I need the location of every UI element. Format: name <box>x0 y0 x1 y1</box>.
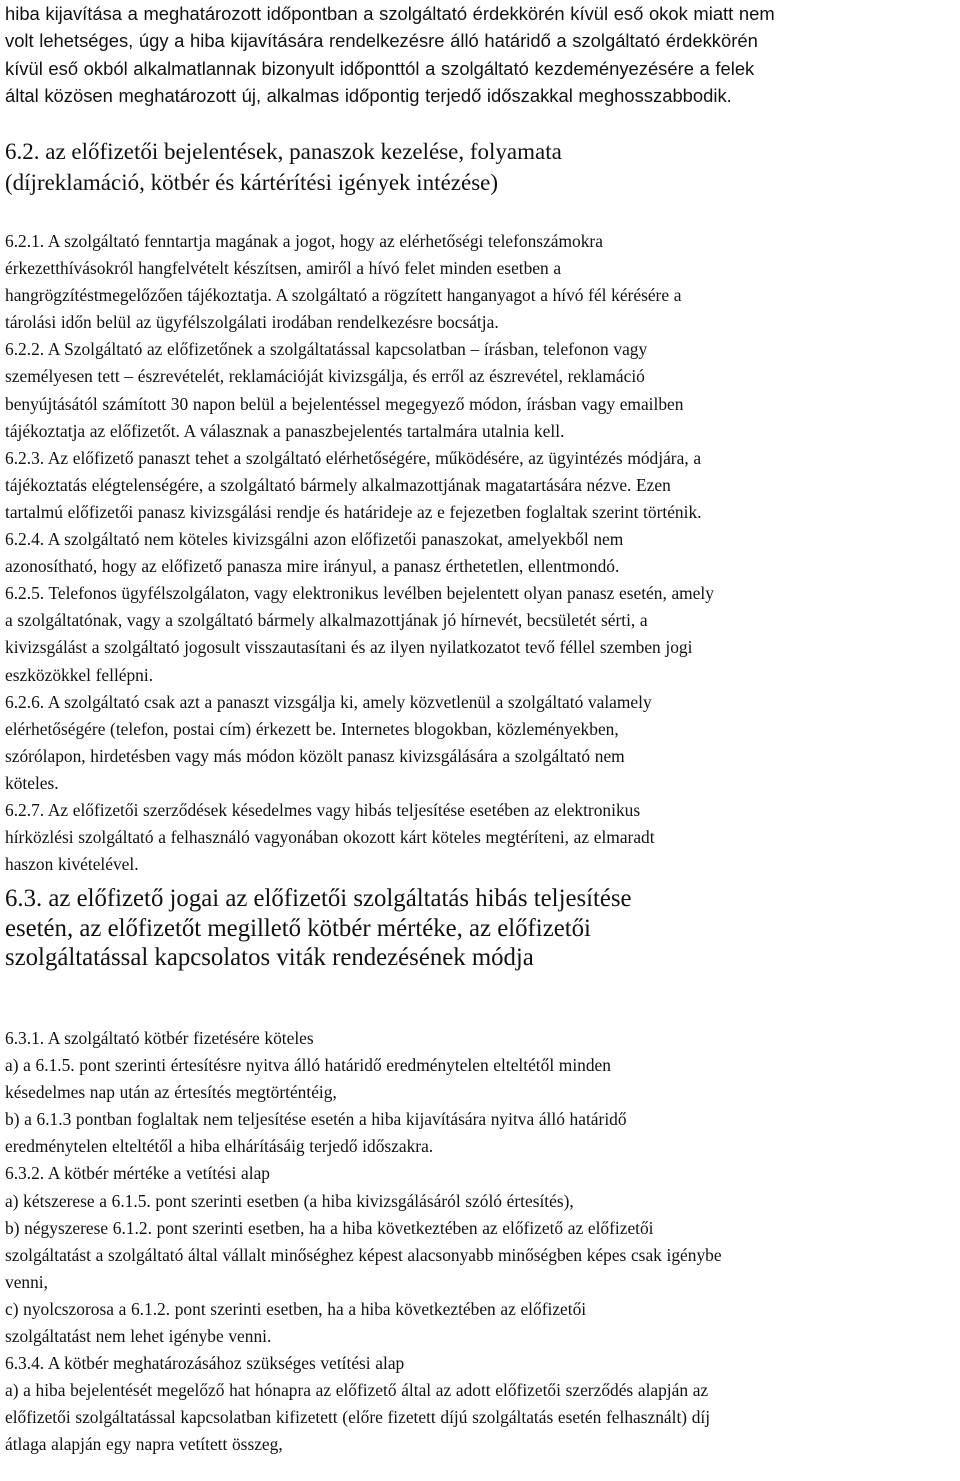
intro-line: által közösen meghatározott új, alkalmas időpontig terjedő időszakkal meghosszabbodik. <box>5 85 732 107</box>
body-line: venni, <box>5 1271 48 1292</box>
body-line: hangrögzítéstmegelőzően tájékoztatja. A szolgáltató a rögzített hanganyagot a hívó fél kérésére a <box>5 285 682 306</box>
heading-line: esetén, az előfizetőt megillető kötbér mértéke, az előfizetői <box>5 914 591 942</box>
body-line: tartalmú előfizetői panasz kivizsgálási rendje és határideje az e fejezetben foglaltak szerint történik. <box>5 501 702 522</box>
body-line: a) a 6.1.5. pont szerinti értesítésre nyitva álló határidő eredménytelen elteltétől minden <box>5 1055 611 1076</box>
body-line: személyesen tett – észrevételét, reklamációját kivizsgálja, és erről az észrevétel, reklamáció <box>5 366 645 387</box>
body-line: 6.2.2. A Szolgáltató az előfizetőnek a szolgáltatással kapcsolatban – írásban, telefonon vagy <box>5 339 648 360</box>
body-line: 6.2.4. A szolgáltató nem köteles kivizsgálni azon előfizetői panaszokat, amelyekből nem <box>5 529 624 550</box>
body-line: haszon kivételével. <box>5 854 139 875</box>
body-line: eredménytelen elteltétől a hiba elhárításáig terjedő időszakra. <box>5 1136 434 1157</box>
body-line: b) négyszerese 6.1.2. pont szerinti esetben, ha a hiba következtében az előfizető az előfizetői <box>5 1217 654 1238</box>
section-6-2-body <box>5 228 955 878</box>
body-line: a szolgáltatónak, vagy a szolgáltató bármely alkalmazottjának jó hírnevét, becsületét sérti, a <box>5 610 648 631</box>
body-line: elérhetőségére (telefon, postai cím) érkezett be. Internetes blogokban, közleményekben, <box>5 718 619 739</box>
intro-line: volt lehetséges, úgy a hiba kijavítására rendelkezésre álló határidő a szolgáltató érdekkörén <box>5 30 758 52</box>
body-line: hírközlési szolgáltató a felhasználó vagyonában okozott kárt köteles megtéríteni, az elmaradt <box>5 827 655 848</box>
body-line: tárolási időn belül az ügyfélszolgálati irodában rendelkezésre bocsátja. <box>5 312 499 333</box>
body-line: köteles. <box>5 772 59 793</box>
heading-line: 6.3. az előfizető jogai az előfizetői szolgáltatás hibás teljesítése <box>5 885 632 912</box>
intro-line: hiba kijavítása a meghatározott időpontban a szolgáltató érdekkörén kívül eső okok miatt nem <box>5 3 775 24</box>
heading-line: szolgáltatással kapcsolatos viták rendezésének módja <box>5 944 534 971</box>
body-line: 6.2.5. Telefonos ügyfélszolgálaton, vagy elektronikus levélben bejelentett olyan panasz esetén, amely <box>5 583 714 604</box>
body-line: 6.3.1. A szolgáltató kötbér fizetésére köteles <box>5 1028 314 1048</box>
body-line: eszközökkel fellépni. <box>5 664 154 685</box>
heading-line: 6.2. az előfizetői bejelentések, panaszok kezelése, folyamata <box>5 139 562 164</box>
body-line: előfizetői szolgáltatással kapcsolatban kifizetett (előre fizetett díjú szolgáltatás esetén felhasznált) díj <box>5 1407 711 1428</box>
body-line: szolgáltatást nem lehet igénybe venni. <box>5 1326 272 1347</box>
body-line: tájékoztatja az előfizetőt. A válasznak a panaszbejelentés tartalmára utalnia kell. <box>5 420 565 441</box>
intro-paragraph <box>5 0 955 110</box>
section-heading-6-3 <box>5 884 955 973</box>
body-line: b) a 6.1.3 pontban foglaltak nem teljesítése esetén a hiba kijavítására nyitva álló határidő <box>5 1109 627 1130</box>
body-line: átlaga alapján egy napra vetített összeg, <box>5 1434 283 1455</box>
body-line: a) kétszerese a 6.1.5. pont szerinti esetben (a hiba kivizsgálásáról szóló értesítés), <box>5 1190 574 1211</box>
body-line: benyújtásától számított 30 napon belül a bejelentéssel megegyező módon, írásban vagy emailben <box>5 393 684 414</box>
body-line: tájékoztatás elégtelenségére, a szolgáltató bármely alkalmazottjának magatartására nézve. Ezen <box>5 474 671 495</box>
body-line: 6.3.2. A kötbér mértéke a vetítési alap <box>5 1163 270 1184</box>
body-line: 6.2.6. A szolgáltató csak azt a panaszt vizsgálja ki, amely közvetlenül a szolgáltató valamely <box>5 691 652 712</box>
section-heading-6-2 <box>5 137 955 198</box>
intro-line: kívül eső okból alkalmatlannak bizonyult időponttól a szolgáltató kezdeményezésére a felek <box>5 57 755 79</box>
body-line: szolgáltatást a szolgáltató által vállalt minőséghez képest alacsonyabb minőségben képes csak igénybe <box>5 1244 722 1265</box>
body-line: késedelmes nap után az értesítés megtörténtéig, <box>5 1082 337 1103</box>
body-line: kivizsgálást a szolgáltató jogosult visszautasítani és az ilyen nyilatkozatot tevő féllel szemben jogi <box>5 637 693 658</box>
body-line: c) nyolcszorosa a 6.1.2. pont szerinti esetben, ha a hiba következtében az előfizetői <box>5 1298 587 1319</box>
body-line: a) a hiba bejelentését megelőző hat hónapra az előfizető által az adott előfizetői szerződés alapján az <box>5 1380 709 1401</box>
section-6-3-body <box>5 1025 955 1459</box>
body-line: azonosítható, hogy az előfizető panasza mire irányul, a panasz érthetetlen, ellentmondó. <box>5 556 620 577</box>
body-line: 6.2.3. Az előfizető panaszt tehet a szolgáltató elérhetőségére, működésére, az ügyintézés módjára, a <box>5 447 702 468</box>
heading-line: (díjreklamáció, kötbér és kártérítési igények intézése) <box>5 169 499 195</box>
body-line: szórólapon, hirdetésben vagy más módon közölt panasz kivizsgálására a szolgáltató nem <box>5 745 625 766</box>
body-line: 6.2.1. A szolgáltató fenntartja magának a jogot, hogy az elérhetőségi telefonszámokra <box>5 231 603 251</box>
body-line: 6.2.7. Az előfizetői szerződések késedelmes vagy hibás teljesítése esetében az elektronikus <box>5 799 641 820</box>
body-line: 6.3.4. A kötbér meghatározásához szükséges vetítési alap <box>5 1353 405 1374</box>
body-line: érkezetthívásokról hangfelvételt készítsen, amiről a hívó felet minden esetben a <box>5 258 562 279</box>
